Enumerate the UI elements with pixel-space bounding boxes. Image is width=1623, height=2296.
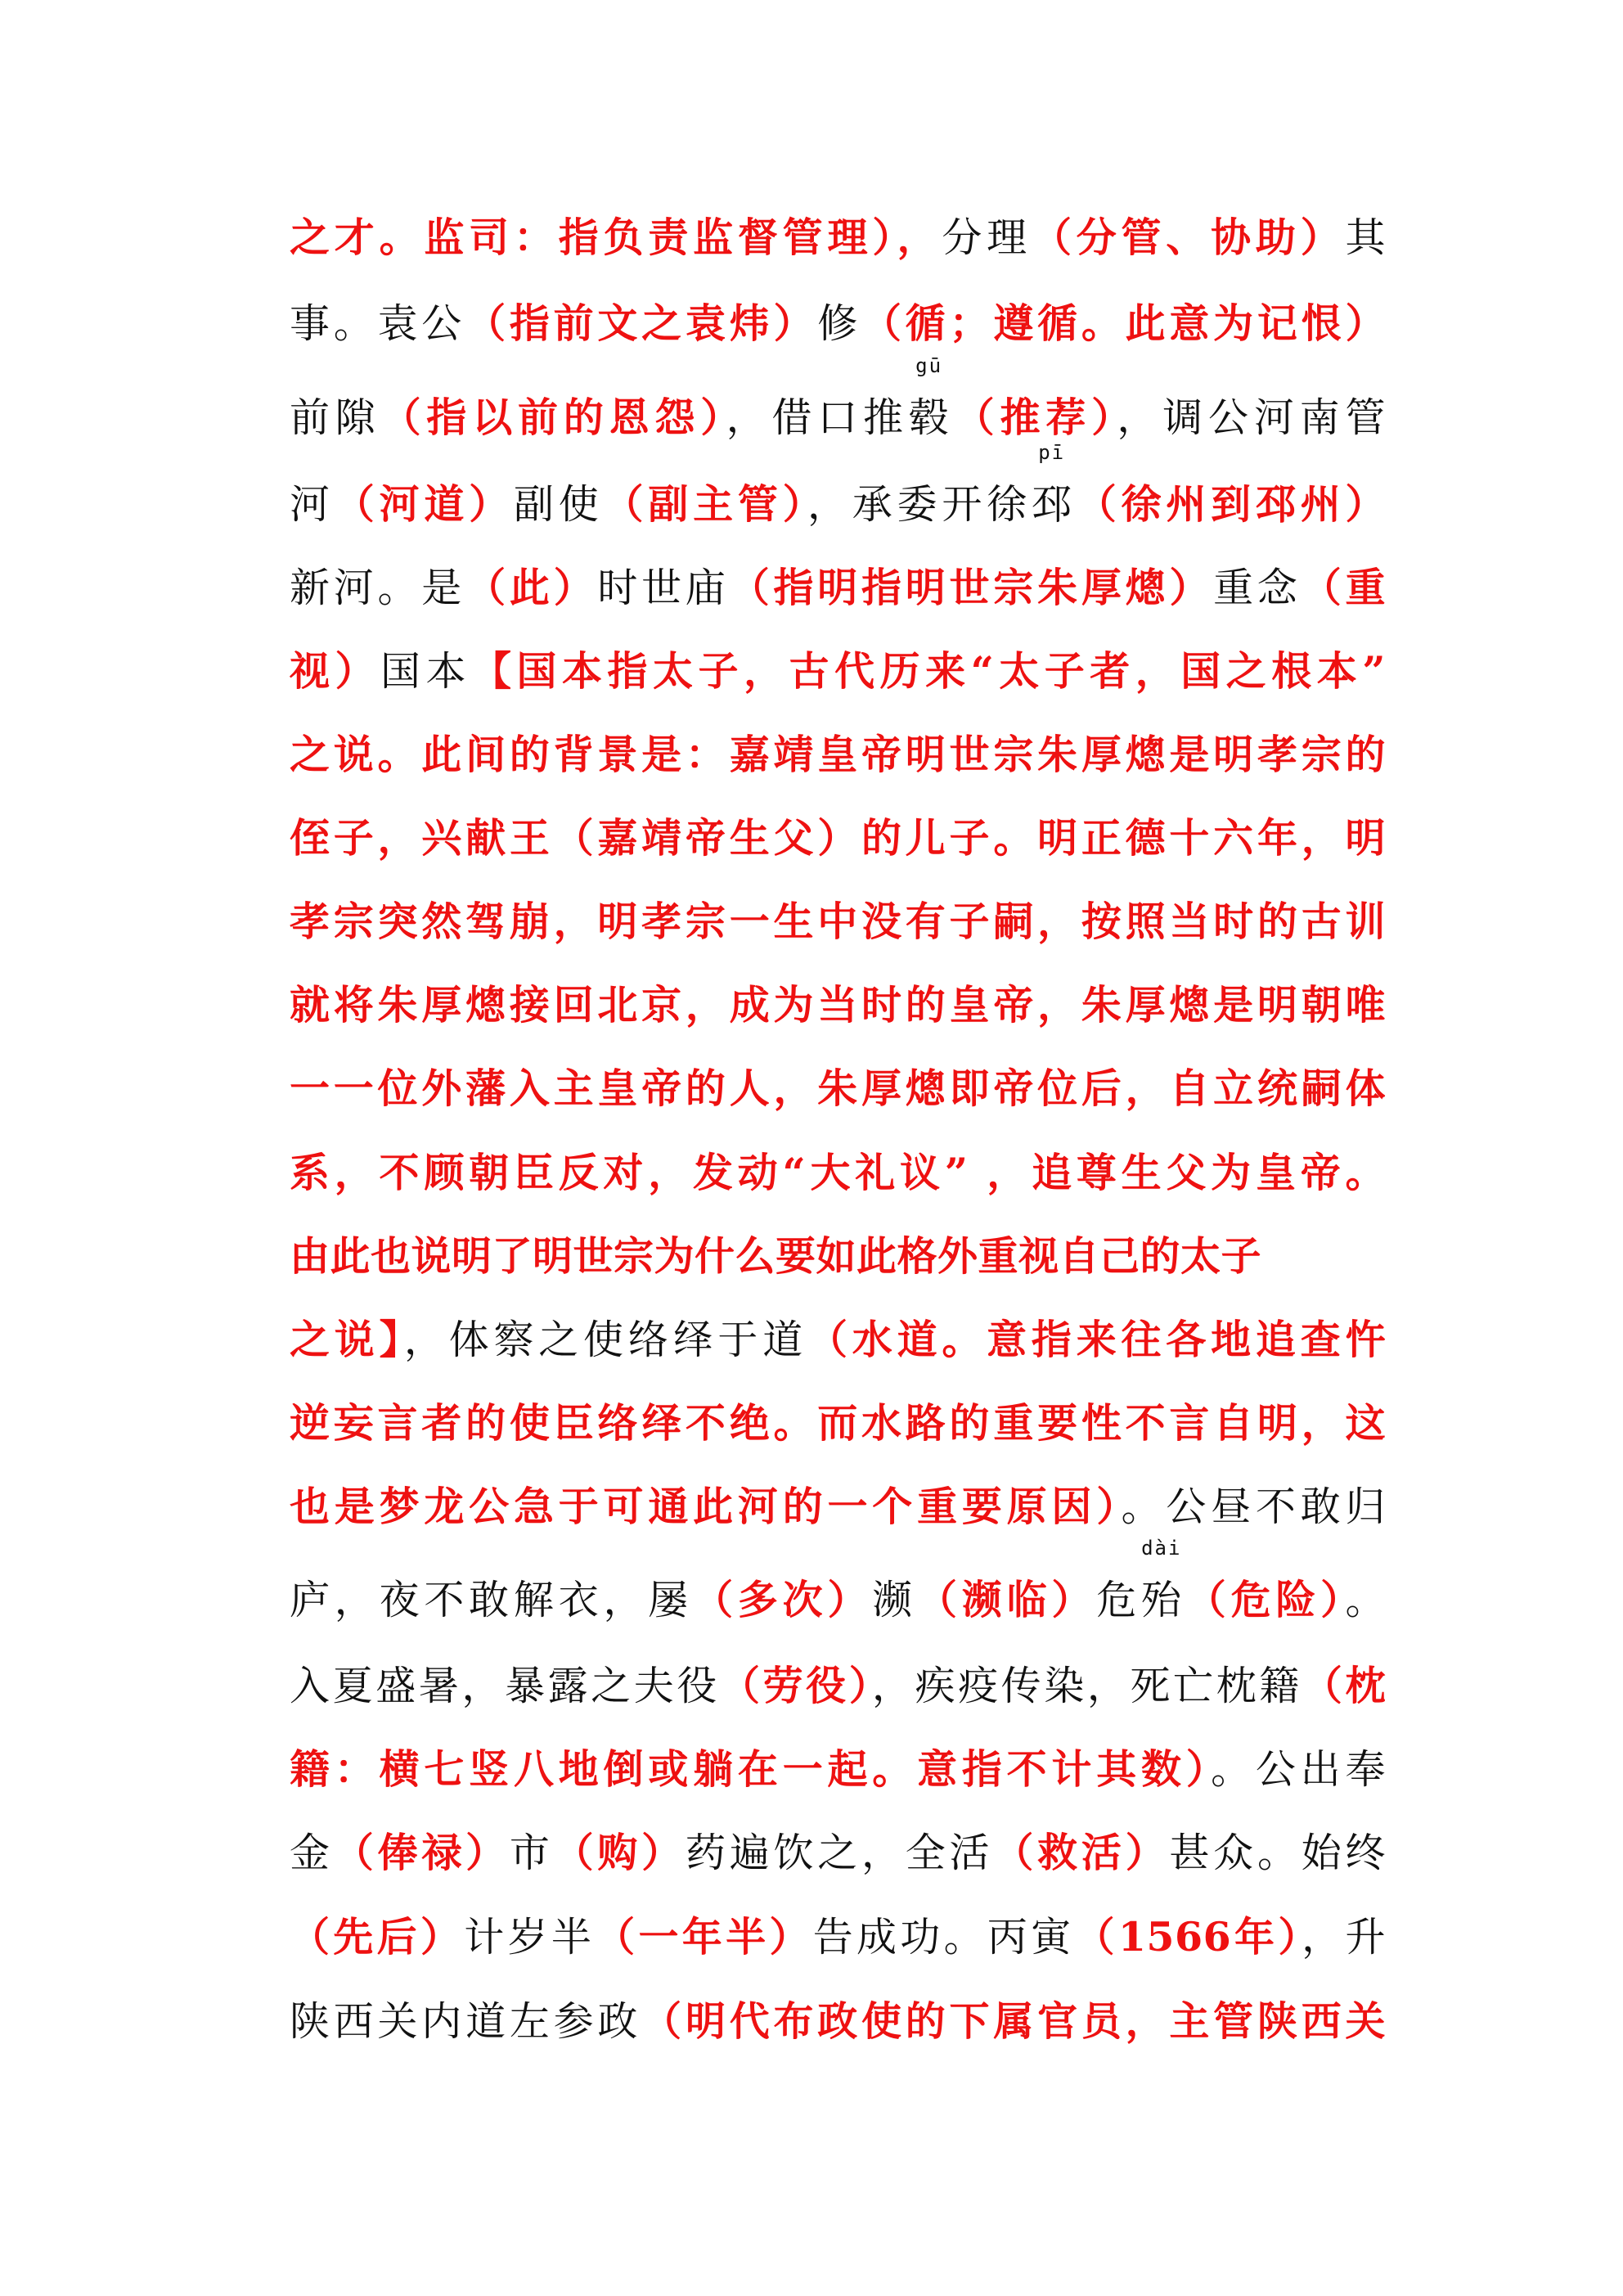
body-text: 分理 [942, 214, 1032, 261]
body-text: 时世庙 [597, 565, 730, 611]
body-text: 计岁半 [464, 1914, 596, 1961]
annotation-text: （重 [1301, 564, 1386, 611]
pinyin-annotation: dài [1141, 1537, 1182, 1560]
annotation-text: （明代布政使的下属官员，主管陕西关 [641, 1997, 1386, 2045]
body-text: ，升 [1302, 1914, 1386, 1961]
annotation-text: （危险） [1181, 1576, 1346, 1623]
body-text: 陕西关内道左参政 [290, 1998, 642, 2045]
body-text: 庐，夜不敢解衣，屡 [290, 1577, 694, 1623]
annotation-text: （循；遵循。此意为记恨） [861, 299, 1386, 347]
annotation-text: 侄子，兴献王（嘉靖帝生父）的儿子。明正德十六年，明 [290, 814, 1386, 862]
text-line [290, 972, 1386, 1038]
body-text: 药遍饮之，全活 [685, 1830, 994, 1876]
text-line [290, 1056, 1386, 1121]
annotation-text: （购） [553, 1829, 686, 1876]
pinyin-annotation: gū [915, 354, 943, 377]
text-line [290, 1820, 1386, 1885]
text-line [290, 889, 1386, 954]
body-text: 事。袁公 [290, 300, 466, 347]
annotation-text: （多次） [693, 1576, 873, 1623]
text-line [290, 1988, 1386, 2054]
annotation-text: （救活） [993, 1829, 1170, 1876]
body-text: 国本 [380, 648, 472, 695]
character: 毂 [908, 394, 950, 441]
text-line [290, 1736, 1386, 1802]
text-line [290, 1474, 1386, 1539]
annotation-text: 籍：横七竖八地倒或躺在一起。意指不计其数） [290, 1745, 1212, 1793]
body-text: 新河。是 [290, 565, 466, 611]
annotation-text: （副主管） [603, 480, 807, 528]
text-line [290, 555, 1386, 620]
text-line [290, 205, 1386, 270]
text-line [290, 1537, 1386, 1632]
annotation-text: 之说】 [290, 1316, 404, 1363]
text-line [290, 638, 1386, 704]
annotation-text: 逆妄言者的使臣络绎不绝。而水路的重要性不言自明，这 [290, 1399, 1386, 1447]
body-text: ，疾疫传染，死亡枕籍 [871, 1663, 1302, 1709]
annotation-text: 也是梦龙公急于可通此河的一个重要原因） [290, 1483, 1122, 1530]
character: 邳 [1031, 481, 1072, 528]
annotation-text: （劳役） [719, 1662, 872, 1709]
body-text: 告成功。丙寅 [812, 1914, 1075, 1961]
body-text: 入夏盛暑，暴露之夫役 [290, 1663, 720, 1709]
annotation-text: （河道） [334, 480, 514, 528]
body-text: 濒 [872, 1577, 918, 1623]
text-line [290, 1223, 1386, 1289]
body-text: 市 [509, 1830, 554, 1876]
body-text: 副使 [513, 481, 604, 528]
annotation-text: （俸禄） [333, 1829, 510, 1876]
annotation-text: （指以前的恩怨） [380, 394, 726, 441]
annotated-character [1141, 1537, 1182, 1633]
annotated-character [1031, 441, 1072, 538]
text-line [290, 1653, 1386, 1718]
annotation-text: 系，不顾朝臣反对，发动“大礼议” ，追尊生父为皇帝。 [290, 1149, 1386, 1196]
body-text: 修 [817, 300, 862, 347]
annotation-text: 就将朱厚熜接回北京，成为当时的皇帝，朱厚熜是明朝唯 [290, 981, 1386, 1029]
annotation-text: （枕 [1302, 1662, 1386, 1709]
annotation-text: （分管、协助） [1031, 214, 1346, 261]
pinyin-annotation: pī [1038, 441, 1066, 464]
body-text: 甚众。始终 [1169, 1830, 1386, 1876]
body-text: 危 [1096, 1577, 1141, 1623]
body-text: ，体察之使络绎于道 [403, 1317, 807, 1363]
annotation-text: （指前文之袁炜） [465, 299, 818, 347]
annotation-text: （指明指明世宗朱厚熜） [729, 564, 1214, 611]
body-text: 金 [290, 1830, 334, 1876]
annotation-text: （推荐） [949, 394, 1117, 441]
body-text: ，借口推 [726, 394, 909, 441]
annotation-text: 视） [290, 647, 381, 695]
annotation-text: （水道。意指来往各地追查忤 [807, 1316, 1386, 1363]
text-line [290, 805, 1386, 871]
annotation-text: 孝宗突然驾崩，明孝宗一生中没有子嗣，按照当时的古训 [290, 898, 1386, 945]
annotation-text: （1566年） [1074, 1913, 1302, 1961]
character: 殆 [1141, 1577, 1182, 1623]
body-text: 河 [290, 481, 335, 528]
body-text: 前隙 [290, 394, 381, 441]
text-line [290, 354, 1386, 450]
text-line [290, 722, 1386, 787]
annotation-text: 之说。此间的背景是：嘉靖皇帝明世宗朱厚熜是明孝宗的 [290, 731, 1386, 778]
annotation-text: 由此也说明了明世宗为什么要如此格外重视自己的太子 [290, 1232, 1262, 1280]
annotation-text: （先后） [290, 1913, 465, 1961]
text-line [290, 441, 1386, 537]
body-text: 。 [1345, 1577, 1386, 1623]
text-line [290, 290, 1386, 356]
text-line [290, 1904, 1386, 1970]
body-text: 。公昼不敢归 [1121, 1483, 1386, 1530]
annotation-text: （濒临） [917, 1576, 1097, 1623]
annotated-character [908, 354, 950, 451]
annotation-text: （一年半） [595, 1913, 813, 1961]
annotation-text: 【国本指太子，古代历来“太子者，国之根本” [471, 647, 1386, 695]
body-text: ，承委开徐 [807, 481, 1032, 528]
annotation-text: （此） [465, 564, 598, 611]
annotation-text: 之才。监司：指负责监督管理）， [290, 214, 942, 261]
annotation-text: 一一位外藩入主皇帝的人，朱厚熜即帝位后，自立统嗣体 [290, 1065, 1386, 1112]
body-text: 。公出奉 [1211, 1746, 1386, 1793]
body-text: 其 [1345, 214, 1386, 261]
text-line [290, 1390, 1386, 1456]
body-text: ，调公河南管 [1117, 394, 1386, 441]
annotation-text: （徐州到邳州） [1072, 480, 1386, 528]
body-text: 重念 [1213, 565, 1302, 611]
text-line [290, 1307, 1386, 1372]
text-line [290, 1140, 1386, 1205]
